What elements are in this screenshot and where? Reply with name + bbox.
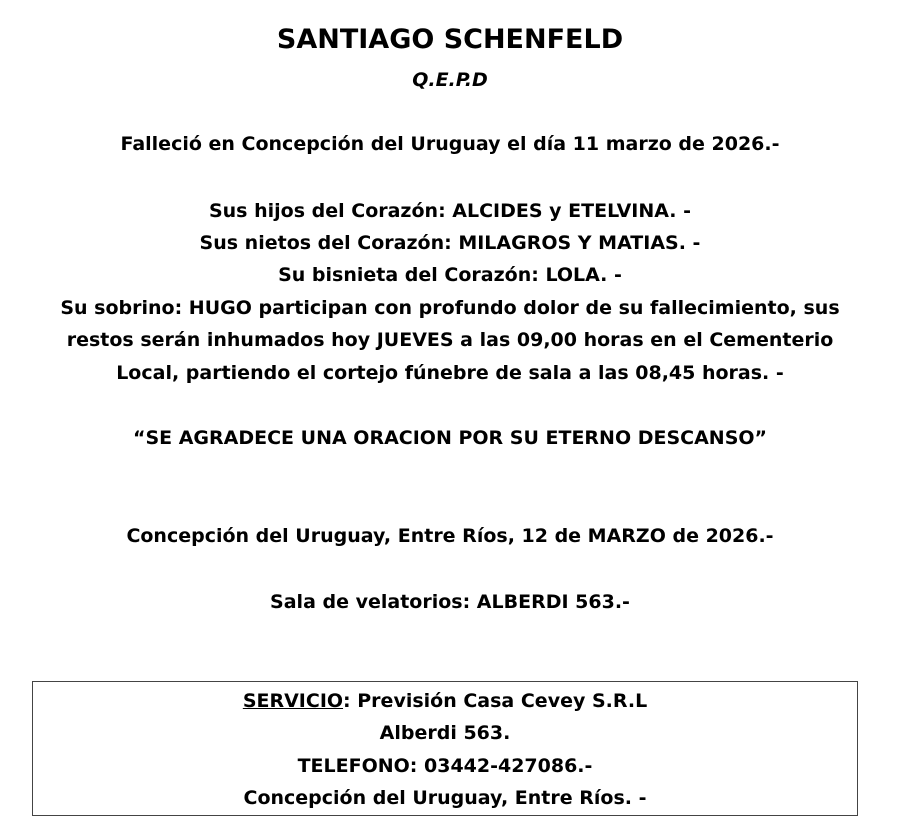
great-granddaughter-line: Su bisnieta del Corazón: LOLA. - <box>278 264 622 286</box>
death-announcement: Falleció en Concepción del Uruguay el día 11 marzo de 2026.- <box>120 133 780 155</box>
qepd-label: Q.E.P.D <box>412 69 488 91</box>
grandchildren-line: Sus nietos del Corazón: MILAGROS Y MATIAS. - <box>199 232 701 254</box>
nephew-line-1: Su sobrino: HUGO participan con profundo dolor de su fallecimiento, sus <box>60 297 840 319</box>
service-provider-line <box>33 692 857 711</box>
service-label: SERVICIO <box>242 690 344 712</box>
service-provider: : Previsión Casa Cevey S.R.L <box>343 690 648 712</box>
place-and-date: Concepción del Uruguay, Entre Ríos, 12 de MARZO de 2026.- <box>126 525 774 547</box>
deceased-name: SANTIAGO SCHENFELD <box>276 24 624 55</box>
wake-room: Sala de velatorios: ALBERDI 563.- <box>270 591 630 613</box>
nephew-line-3: Local, partiendo el cortejo fúnebre de sala a las 08,45 horas. - <box>116 362 784 384</box>
service-address: Alberdi 563. <box>379 722 511 744</box>
children-line: Sus hijos del Corazón: ALCIDES y ETELVINA. - <box>208 200 692 222</box>
prayer-request: “SE AGRADECE UNA ORACION POR SU ETERNO DESCANSO” <box>132 427 768 449</box>
service-phone: TELEFONO: 03442-427086.- <box>297 755 593 777</box>
service-city: Concepción del Uruguay, Entre Ríos. - <box>243 787 647 809</box>
service-box <box>32 681 858 816</box>
nephew-line-2: restos serán inhumados hoy JUEVES a las 09,00 horas en el Cementerio <box>66 329 834 351</box>
